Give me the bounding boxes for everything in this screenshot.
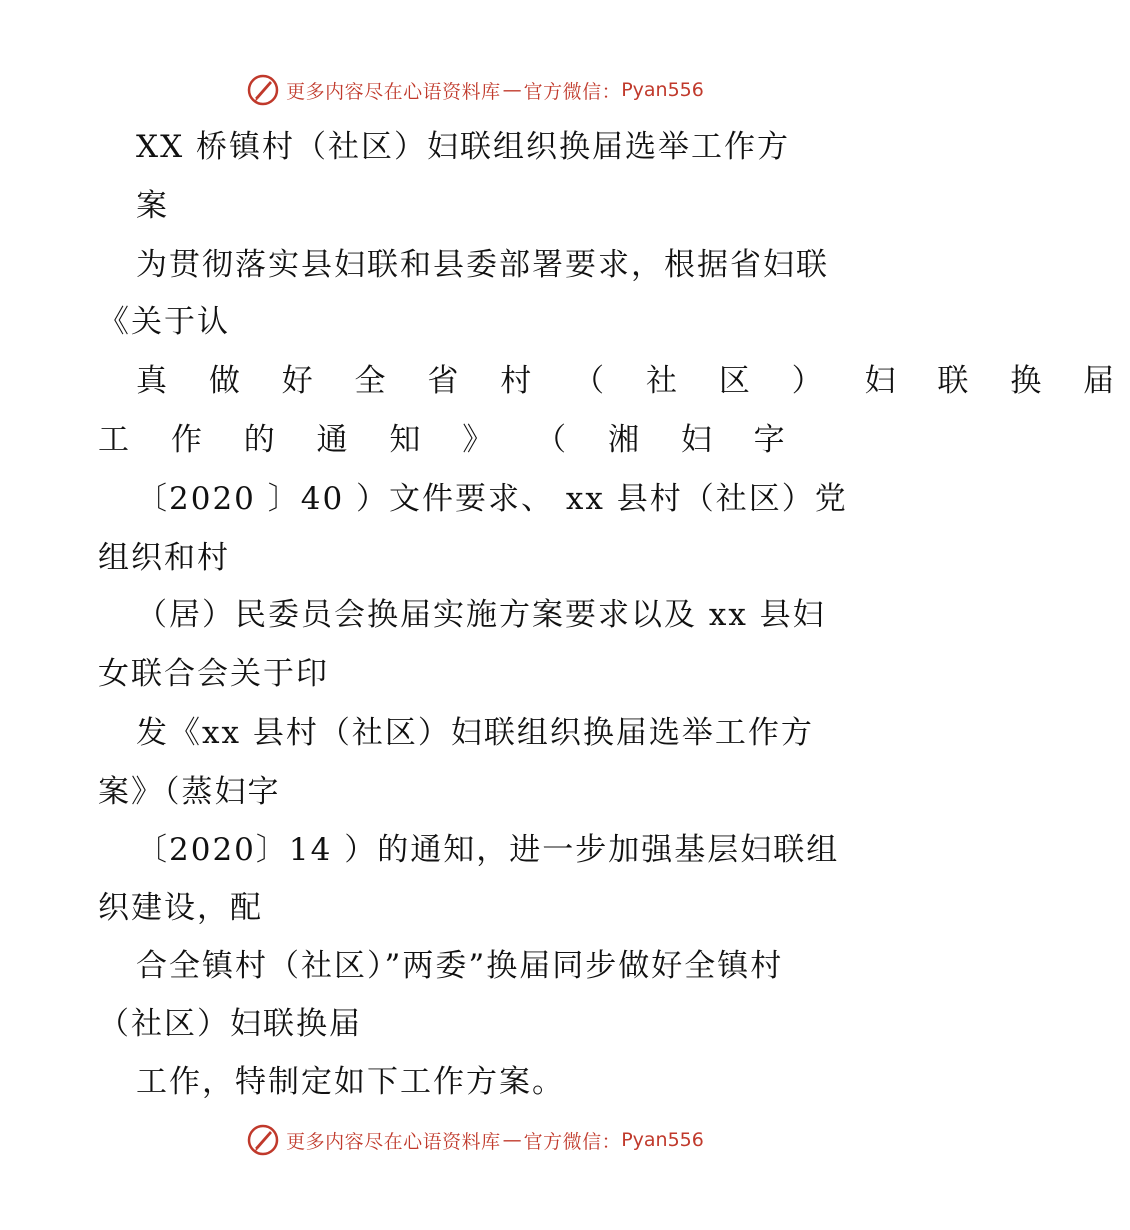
watermark-suffix: 官方微信：	[523, 80, 622, 103]
doc-title-line-2: 案	[136, 188, 169, 224]
doc-line-3: 为贯彻落实县妇联和县委部署要求，根据省妇联	[136, 247, 829, 283]
watermark-id: Pyan556	[621, 1129, 704, 1151]
watermark-dash: —	[502, 79, 522, 101]
doc-line-8: 组织和村	[98, 540, 230, 576]
doc-line-16: （社区）妇联换届	[98, 1006, 362, 1042]
doc-line-9: （居）民委员会换届实施方案要求以及 xx 县妇	[136, 597, 826, 633]
doc-line-13: 〔2020〕14 ）的通知，进一步加强基层妇联组	[136, 832, 840, 868]
doc-title-line-1: XX 桥镇村（社区）妇联组织换届选举工作方	[136, 129, 790, 165]
watermark-header	[0, 70, 950, 110]
watermark-text: 更多内容尽在心语资料库	[286, 80, 501, 103]
watermark-text: 更多内容尽在心语资料库	[286, 1130, 501, 1153]
quill-logo-icon	[246, 1123, 280, 1157]
doc-line-6: 工 作 的 通 知 》 （ 湘 妇 字	[98, 422, 801, 458]
doc-line-4: 《关于认	[98, 304, 230, 340]
doc-line-17: 工作，特制定如下工作方案。	[136, 1064, 565, 1100]
watermark-dash: —	[502, 1129, 522, 1151]
watermark-suffix: 官方微信：	[523, 1130, 622, 1153]
quill-logo-icon	[246, 73, 280, 107]
doc-line-15: 合全镇村（社区）”两委”换届同步做好全镇村	[136, 948, 784, 984]
doc-line-5: 真 做 好 全 省 村 （ 社 区 ） 妇 联 换 届	[136, 363, 1130, 399]
doc-line-7: 〔2020 〕40 ）文件要求、 xx 县村（社区）党	[136, 481, 848, 517]
doc-line-11: 发《xx 县村（社区）妇联组织换届选举工作方	[136, 715, 814, 751]
watermark-footer	[0, 1120, 950, 1160]
watermark-id: Pyan556	[621, 79, 704, 101]
doc-line-12: 案》（蒸妇字	[98, 774, 281, 810]
doc-line-10: 女联合会关于印	[98, 656, 329, 692]
doc-line-14: 织建设，配	[98, 890, 263, 926]
